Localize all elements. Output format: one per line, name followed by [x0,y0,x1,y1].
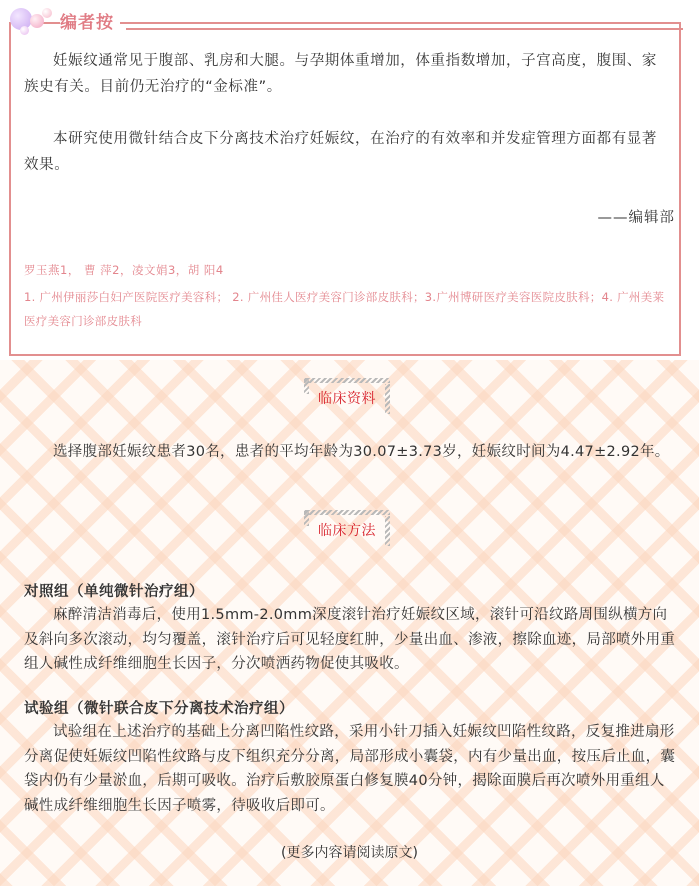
control-group-text: 麻醉清洁消毒后，使用1.5mm-2.0mm深度滚针治疗妊娠纹区域，滚针可沿纹路周围纵横方向及斜向多次滚动，均匀覆盖，滚针治疗后可见轻度红肿，少量出血、渗液，擦除血迹，局部喷外用重组人碱性成纤维细胞生长因子，分次喷洒药物促使其吸收。 [24,607,676,672]
section-title: 临床方法 [318,523,376,539]
read-more-link[interactable]: (更多内容请阅读原文) [281,845,418,861]
section-header-clinical-data [304,378,386,412]
bubbles-decoration-icon [6,6,60,40]
editor-note-paragraph-1: 妊娠纹通常见于腹部、乳房和大腿。与孕期体重增加，体重指数增加，子宫高度，腹围、家族史有关。目前仍无治疗的“金标准”。 [24,53,657,95]
test-group-text: 试验组在上述治疗的基础上分离凹陷性纹路，采用小针刀插入妊娠纹凹陷性纹路，反复推进扇形分离促使妊娠纹凹陷性纹路与皮下组织充分分离，局部形成小囊袋，内有少量出血，按压后止血，囊袋内仍有少量淤血，后期可吸收。治疗后敷胶原蛋白修复膜40分钟，揭除面膜后再次喷外用重组人碱性成纤维细胞生长因子喷雾，待吸收后即可。 [24,724,676,814]
editor-signature: ——编辑部 [597,210,675,226]
editor-note-title: 编者按 [60,8,120,33]
test-group-heading: 试验组（微针联合皮下分离技术治疗组） [24,701,294,717]
header-divider [126,28,683,30]
control-group-heading: 对照组（单纯微针治疗组） [24,584,204,600]
affiliations: 1. 广州伊丽莎白妇产医院医疗美容科； 2. 广州佳人医疗美容门诊部皮肤科；3.广州博研医疗美容医院皮肤科；4. 广州美莱医疗美容门诊部皮肤科 [24,290,665,328]
section-title: 临床资料 [318,391,376,407]
section-header-clinical-method [304,510,386,544]
hatch-corner-icon [304,510,390,515]
editor-note-paragraph-2: 本研究使用微针结合皮下分离技术治疗妊娠纹，在治疗的有效率和并发症管理方面都有显著效果。 [24,131,657,173]
hatch-corner-icon [304,378,390,383]
editor-note-header [6,6,686,40]
clinical-data-text: 选择腹部妊娠纹患者30名，患者的平均年龄为30.07±3.73岁，妊娠纹时间为4.47±2.92年。 [53,444,670,460]
authors-line: 罗玉燕1， 曹 萍2，凌文娟3，胡 阳4 [24,263,224,277]
